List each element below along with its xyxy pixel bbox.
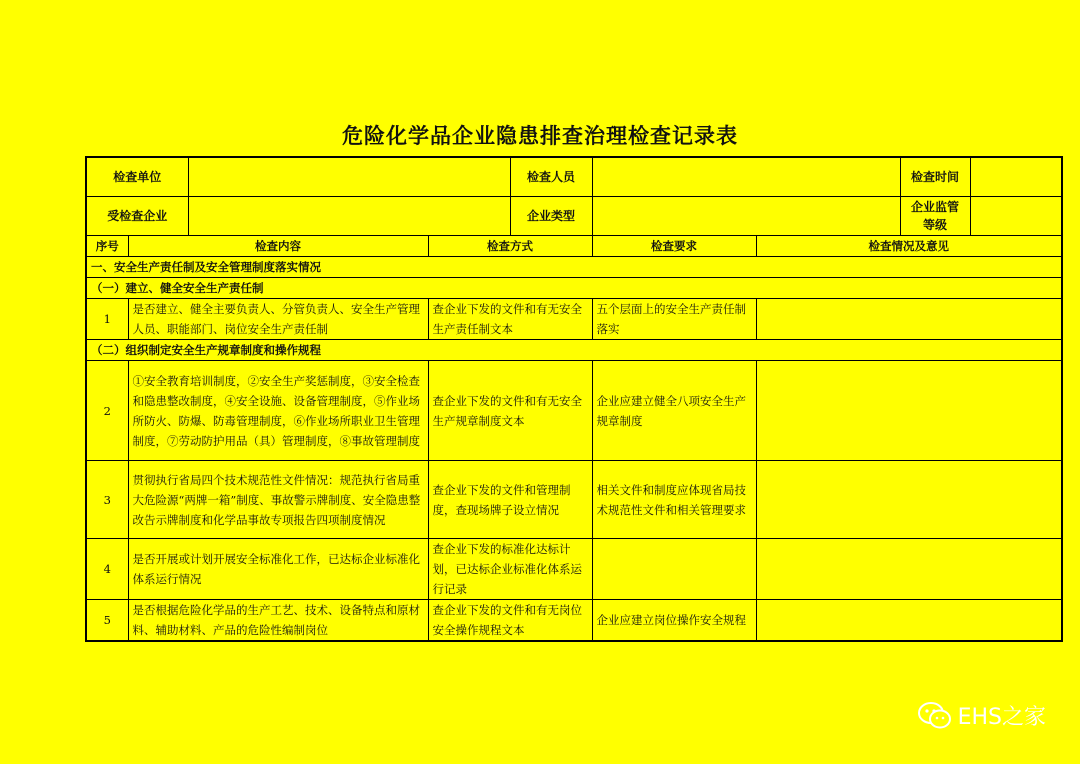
- row-method: 查企业下发的文件和有无安全生产规章制度文本: [428, 361, 592, 461]
- row-method: 查企业下发的文件和有无岗位安全操作规程文本: [428, 600, 592, 642]
- row-requirement: 企业应建立健全八项安全生产规章制度: [592, 361, 756, 461]
- row-result-field[interactable]: [756, 539, 1062, 600]
- row-result-field[interactable]: [756, 299, 1062, 340]
- inspected-company-label: 受检查企业: [86, 197, 188, 236]
- company-type-field[interactable]: [592, 197, 900, 236]
- row-result-field[interactable]: [756, 600, 1062, 642]
- subsection-heading: （一）建立、健全安全生产责任制: [86, 278, 1062, 299]
- inspect-unit-field[interactable]: [188, 157, 510, 197]
- inspector-label: 检查人员: [510, 157, 592, 197]
- row-requirement: [592, 539, 756, 600]
- supervision-level-label: 企业监管 等级: [900, 197, 970, 236]
- row-result-field[interactable]: [756, 361, 1062, 461]
- row-content: 是否根据危险化学品的生产工艺、技术、设备特点和原材料、辅助材料、产品的危险性编制岗位: [128, 600, 428, 642]
- inspection-record-table: [85, 156, 1063, 642]
- inspection-time-label: 检查时间: [900, 157, 970, 197]
- row-num: 5: [86, 600, 128, 642]
- col-content-header: 检查内容: [128, 236, 428, 257]
- inspection-time-field[interactable]: [970, 157, 1062, 197]
- supervision-level-field[interactable]: [970, 197, 1062, 236]
- col-requirement-header: 检查要求: [592, 236, 756, 257]
- row-num: 2: [86, 361, 128, 461]
- row-requirement: 相关文件和制度应体现省局技术规范性文件和相关管理要求: [592, 461, 756, 539]
- subsection-heading: （二）组织制定安全生产规章制度和操作规程: [86, 340, 1062, 361]
- col-result-header: 检查情况及意见: [756, 236, 1062, 257]
- row-content: 是否开展或计划开展安全标准化工作，已达标企业标准化体系运行情况: [128, 539, 428, 600]
- row-method: 查企业下发的标准化达标计划，已达标企业标准化体系运行记录: [428, 539, 592, 600]
- row-result-field[interactable]: [756, 461, 1062, 539]
- col-num-header: 序号: [86, 236, 128, 257]
- inspected-company-field[interactable]: [188, 197, 510, 236]
- inspector-field[interactable]: [592, 157, 900, 197]
- row-content: 是否建立、健全主要负责人、分管负责人、安全生产管理人员、职能部门、岗位安全生产责任制: [128, 299, 428, 340]
- row-content: ①安全教育培训制度，②安全生产奖惩制度，③安全检查和隐患整改制度，④安全设施、设备管理制度，⑤作业场所防火、防爆、防毒管理制度，⑥作业场所职业卫生管理制度，⑦劳动防护用品（具）管理制度，⑧事故管理制度: [128, 361, 428, 461]
- row-num: 4: [86, 539, 128, 600]
- row-num: 1: [86, 299, 128, 340]
- inspect-unit-label: 检查单位: [86, 157, 188, 197]
- row-num: 3: [86, 461, 128, 539]
- watermark-text: EHS之家: [957, 705, 1046, 730]
- col-method-header: 检查方式: [428, 236, 592, 257]
- watermark: [918, 700, 1046, 731]
- section-heading: 一、安全生产责任制及安全管理制度落实情况: [86, 257, 1062, 278]
- row-method: 查企业下发的文件和管理制度，查现场牌子设立情况: [428, 461, 592, 539]
- page-title: 危险化学品企业隐患排查治理检查记录表: [342, 124, 738, 148]
- row-requirement: 企业应建立岗位操作安全规程: [592, 600, 756, 642]
- row-requirement: 五个层面上的安全生产责任制落实: [592, 299, 756, 340]
- wechat-icon: [918, 701, 952, 731]
- company-type-label: 企业类型: [510, 197, 592, 236]
- row-method: 查企业下发的文件和有无安全生产责任制文本: [428, 299, 592, 340]
- row-content: 贯彻执行省局四个技术规范性文件情况：规范执行省局重大危险源“两牌一箱”制度、事故警示牌制度、安全隐患整改告示牌制度和化学品事故专项报告四项制度情况: [128, 461, 428, 539]
